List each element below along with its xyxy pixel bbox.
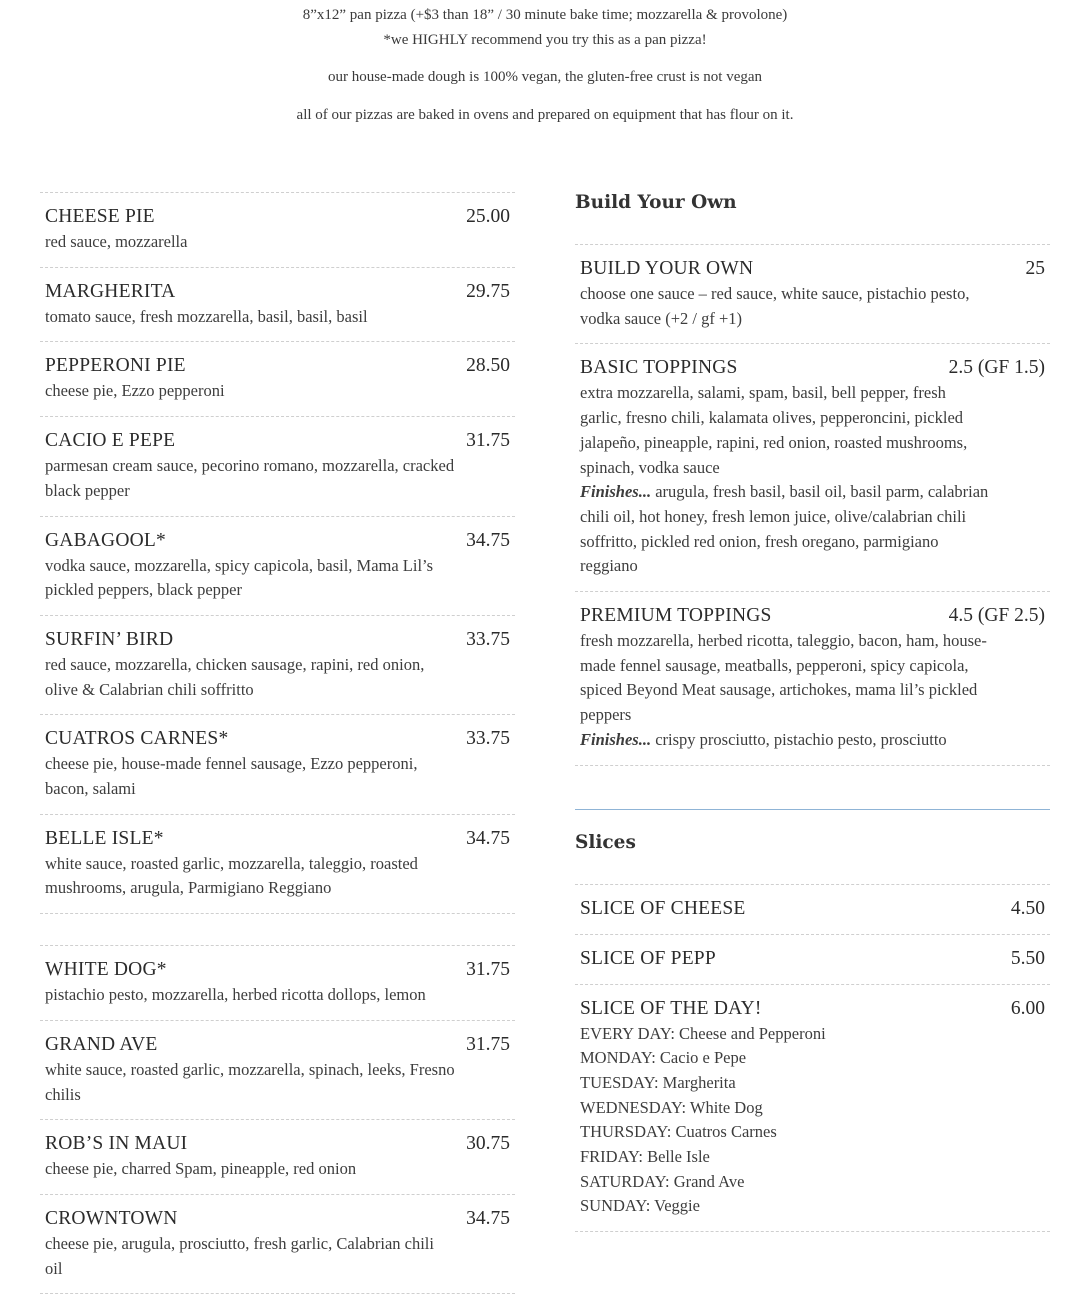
item-price: 31.75 (466, 430, 510, 452)
menu-item (40, 714, 515, 813)
item-name: CROWNTOWN (45, 1207, 178, 1229)
item-description: white sauce, roasted garlic, mozzarella, taleggio, roasted mushrooms, arugula, Parmigiano Reggiano (45, 853, 418, 898)
menu-item (575, 591, 1050, 766)
item-price: 6.00 (1010, 997, 1045, 1019)
finishes-list: crispy prosciutto, pistachio pesto, prosciutto (655, 729, 947, 749)
item-price: 33.75 (466, 728, 510, 750)
pizza-list (40, 192, 515, 1294)
menu-item (40, 1194, 515, 1294)
menu-item (575, 984, 1050, 1233)
slice-day: SUNDAY: Veggie (580, 1196, 700, 1216)
item-description: red sauce, mozzarella (45, 232, 188, 251)
item-price: 4.50 (1010, 897, 1045, 919)
flour-note: all of our pizzas are baked in ovens and prepared on equipment that has flour on it. (296, 107, 794, 123)
item-description: cheese pie, arugula, prosciutto, fresh garlic, Calabrian chili oil (45, 1233, 434, 1278)
item-price: 33.75 (466, 628, 510, 650)
item-description (580, 381, 990, 579)
menu-item (575, 343, 1050, 591)
item-description: choose one sauce – red sauce, white sauce, pistachio pesto, vodka sauce (+2 / gf +1) (580, 284, 970, 328)
item-name: WHITE DOG* (45, 959, 167, 981)
vegan-dough-note: our house-made dough is 100% vegan, the gluten-free crust is not vegan (327, 69, 763, 85)
menu-item (40, 341, 515, 416)
item-name: BUILD YOUR OWN (580, 258, 754, 279)
menu-item (40, 615, 515, 714)
slice-day: FRIDAY: Belle Isle (580, 1147, 710, 1167)
item-price: 34.75 (466, 1207, 510, 1229)
slices-heading: Slices (575, 831, 636, 853)
item-description: cheese pie, Ezzo pepperoni (45, 381, 225, 401)
item-name: ROB’S IN MAUI (45, 1133, 188, 1155)
list-spacer (40, 913, 515, 945)
toppings-list: extra mozzarella, salami, spam, basil, bell pepper, fresh garlic, fresno chili, kalamata olives, pepperoncini, pickled jalapeño, pineapple, rapini, red onion, roasted mushrooms, spinach, vodka sauce (580, 383, 968, 477)
menu-item (40, 416, 515, 515)
item-name: BASIC TOPPINGS (580, 357, 738, 379)
item-price: 28.50 (466, 355, 510, 377)
item-name: CHEESE PIE (45, 206, 155, 227)
finishes-label: Finishes... (580, 729, 652, 749)
item-price: 29.75 (466, 280, 510, 302)
item-description: tomato sauce, fresh mozzarella, basil, basil, basil (45, 306, 368, 326)
item-price: 34.75 (466, 529, 510, 551)
item-name: BELLE ISLE* (45, 827, 164, 849)
item-name: SLICE OF CHEESE (580, 897, 746, 919)
item-price: 2.5 (GF 1.5) (948, 357, 1045, 379)
menu-item (40, 267, 515, 342)
item-name: MARGHERITA (45, 280, 176, 302)
item-price: 31.75 (466, 1033, 510, 1055)
slice-day: EVERY DAY: Cheese and Pepperoni (580, 1023, 826, 1043)
item-description: vodka sauce, mozzarella, spicy capicola, basil, Mama Lil’s pickled peppers, black pepper (45, 555, 434, 600)
item-description: cheese pie, charred Spam, pineapple, red onion (45, 1159, 357, 1179)
item-name: PREMIUM TOPPINGS (580, 605, 772, 627)
item-price: 25.00 (466, 206, 510, 227)
menu-item (40, 945, 515, 1020)
menu-item (40, 192, 515, 267)
slice-day: TUESDAY: Margherita (580, 1072, 736, 1092)
item-description (580, 629, 990, 753)
item-description: pistachio pesto, mozzarella, herbed ricotta dollops, lemon (45, 985, 426, 1005)
slice-day: MONDAY: Cacio e Pepe (580, 1048, 747, 1068)
item-description: white sauce, roasted garlic, mozzarella, spinach, leeks, Fresno chilis (45, 1059, 455, 1104)
menu-item (575, 934, 1050, 984)
item-description: red sauce, mozzarella, chicken sausage, rapini, red onion, olive & Calabrian chili soffritto (45, 654, 425, 699)
menu-item (40, 516, 515, 615)
item-price: 30.75 (466, 1133, 510, 1155)
item-name: GRAND AVE (45, 1033, 158, 1055)
pan-recommend-note: *we HIGHLY recommend you try this as a pan pizza! (383, 32, 707, 48)
build-your-own-heading: Build Your Own (575, 192, 737, 213)
section-divider (575, 809, 1050, 810)
item-price: 34.75 (466, 827, 510, 849)
slice-schedule (580, 1022, 1045, 1220)
item-description: parmesan cream sauce, pecorino romano, mozzarella, cracked black pepper (45, 456, 455, 500)
item-price: 31.75 (466, 959, 510, 981)
item-name: SURFIN’ BIRD (45, 628, 174, 650)
slice-day: SATURDAY: Grand Ave (580, 1171, 745, 1191)
toppings-list: fresh mozzarella, herbed ricotta, taleggio, bacon, ham, house-made fennel sausage, meatballs, pepperoni, spicy capicola, spiced Beyond Meat sausage, artichokes, mama lil’s pickled peppers (580, 631, 987, 725)
menu-item (40, 1119, 515, 1194)
menu-item (40, 814, 515, 913)
item-name: CACIO E PEPE (45, 430, 176, 452)
item-description: cheese pie, house-made fennel sausage, Ezzo pepperoni, bacon, salami (45, 754, 418, 799)
menu-item (575, 884, 1050, 934)
item-name: CUATROS CARNES* (45, 728, 229, 750)
item-price: 5.50 (1010, 947, 1045, 969)
item-price: 25 (1025, 258, 1045, 279)
finishes-list: arugula, fresh basil, basil oil, basil parm, calabrian chili oil, hot honey, fresh lemon juice, olive/calabrian chili soffritto, pickled red onion, fresh oregano, parmigiano reggiano (580, 482, 989, 576)
build-and-slices (575, 181, 1050, 1232)
menu-item (575, 244, 1050, 343)
item-price: 4.5 (GF 2.5) (948, 605, 1045, 627)
slice-day: THURSDAY: Cuatros Carnes (580, 1122, 777, 1142)
item-name: PEPPERONI PIE (45, 355, 186, 377)
pan-pizza-note: 8”x12” pan pizza (+$3 than 18” / 30 minute bake time; mozzarella & provolone) (302, 7, 788, 23)
item-name: GABAGOOL* (45, 529, 166, 551)
item-name: SLICE OF THE DAY! (580, 997, 762, 1019)
finishes-label: Finishes... (580, 482, 652, 502)
item-name: SLICE OF PEPP (580, 947, 716, 969)
slice-day: WEDNESDAY: White Dog (580, 1097, 763, 1117)
menu-item (40, 1020, 515, 1119)
